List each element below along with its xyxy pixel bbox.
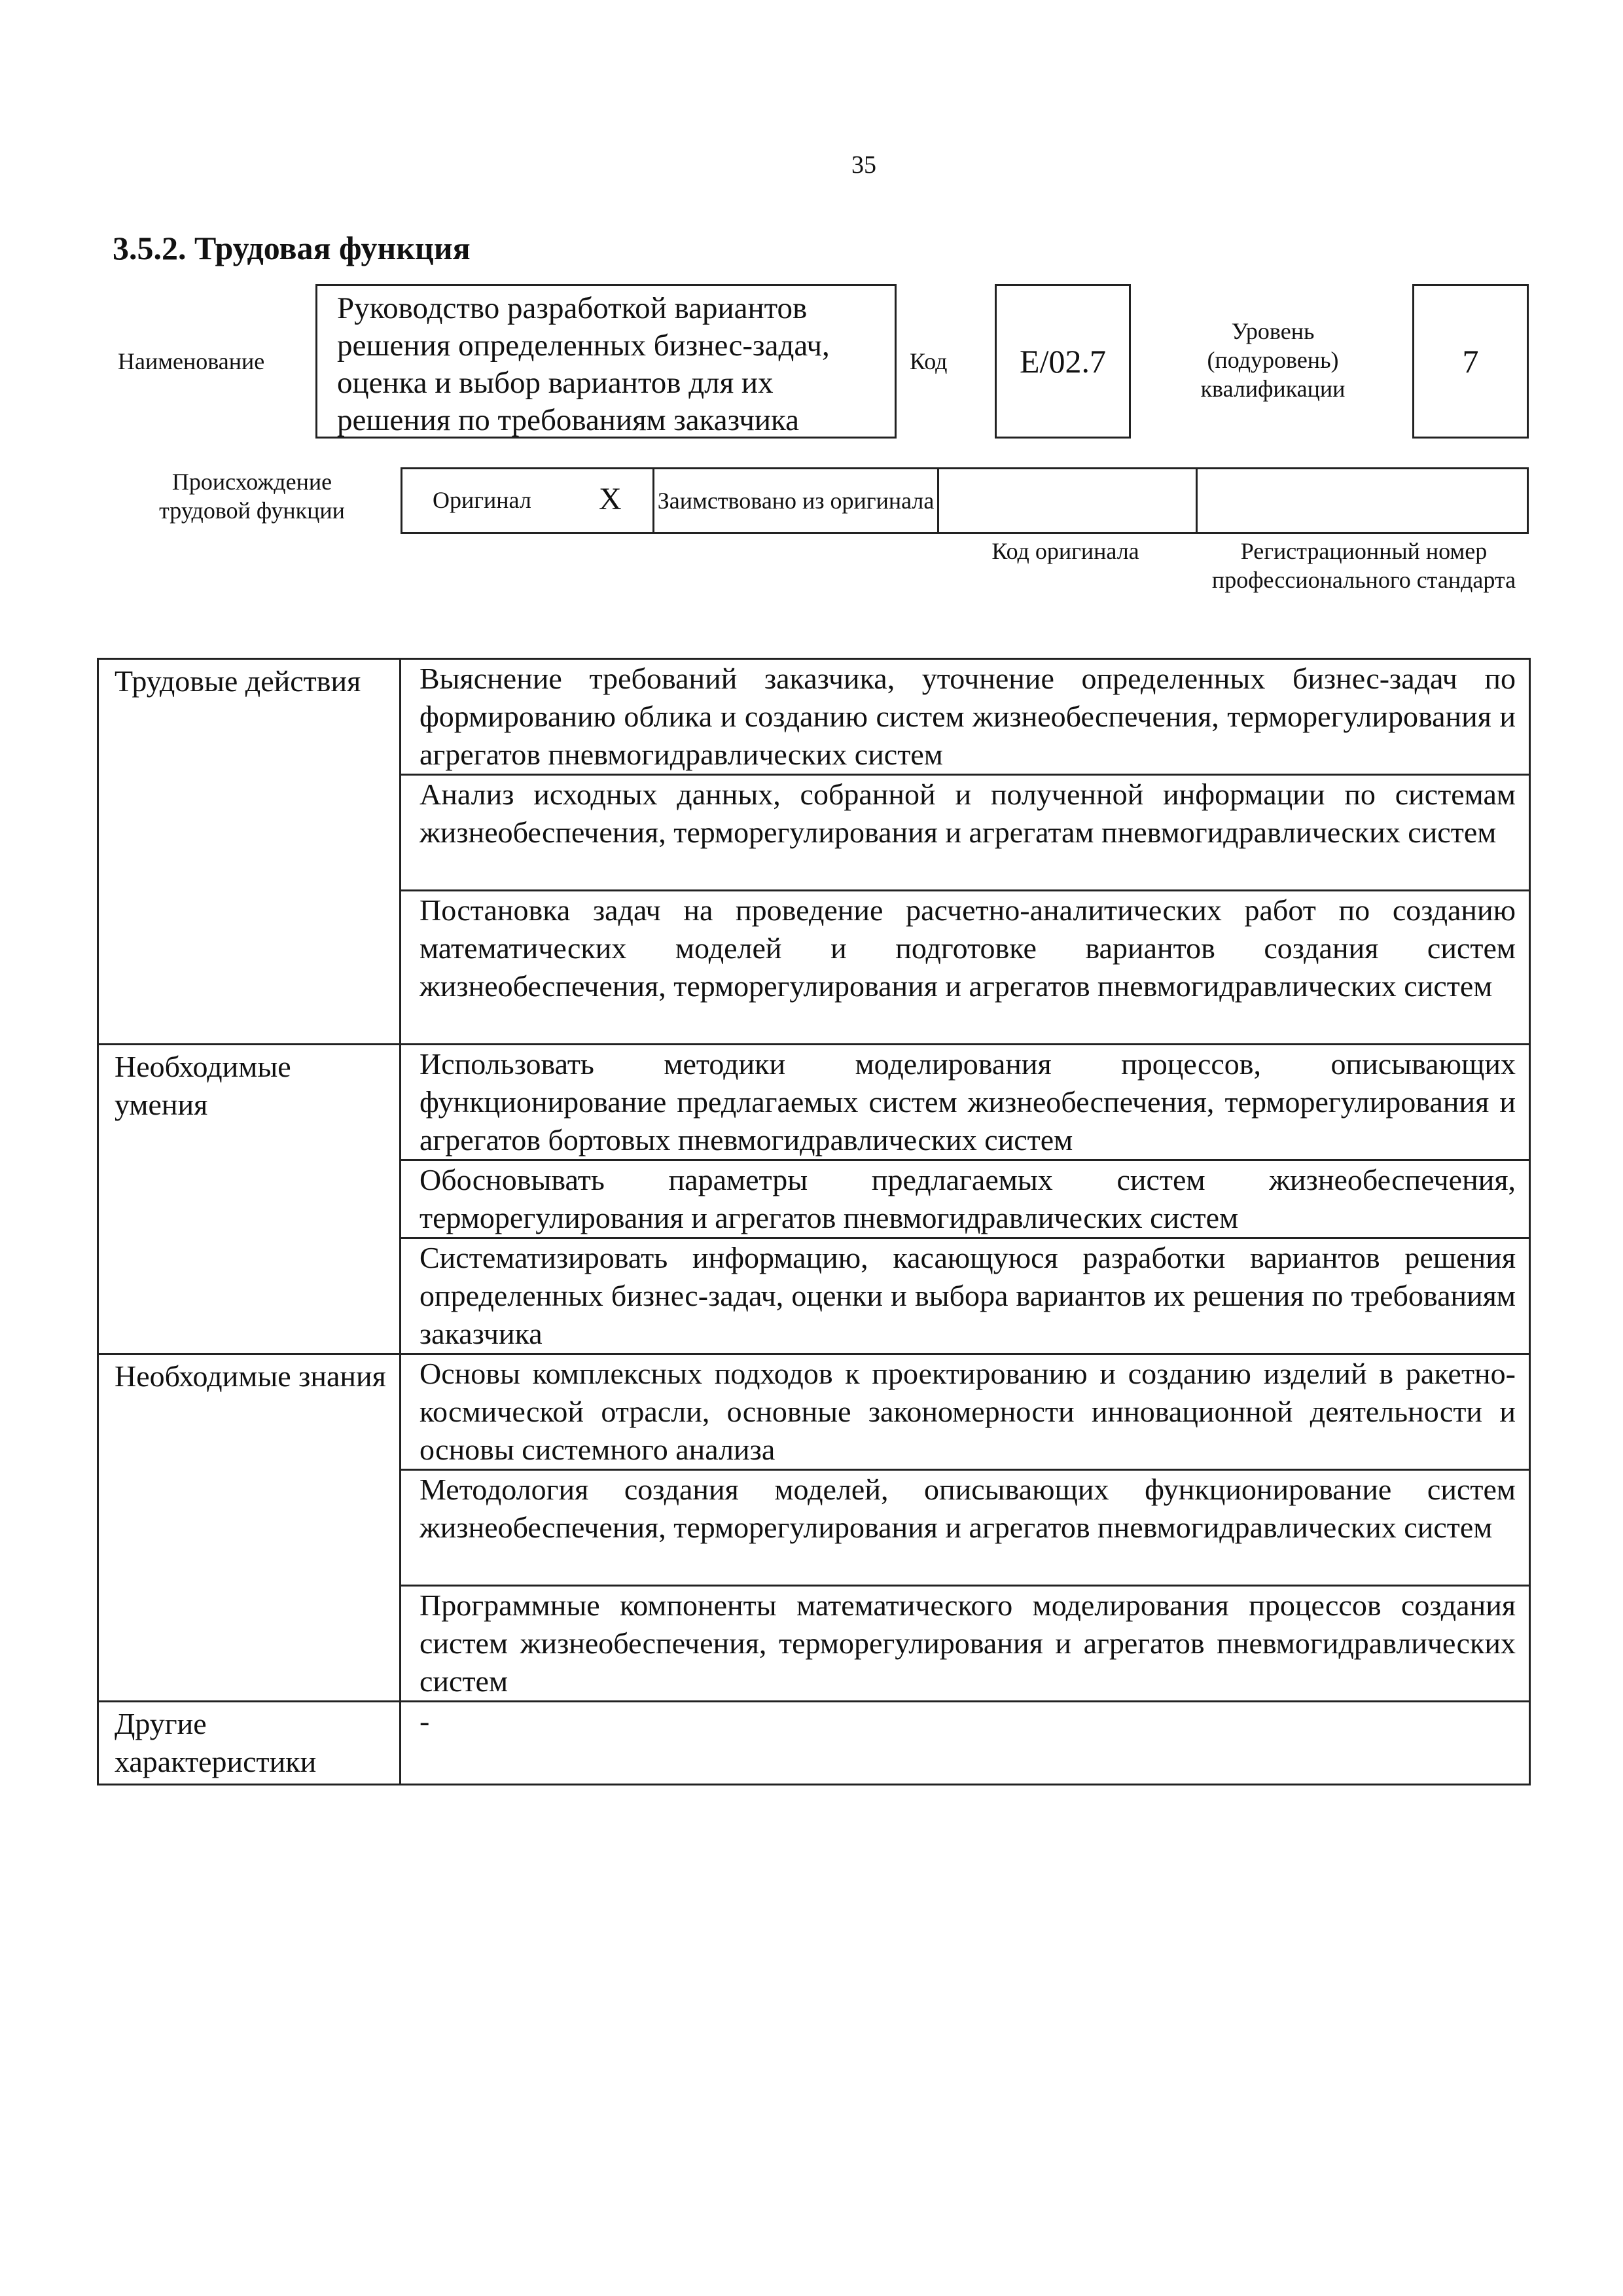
code-value: E/02.7 (995, 284, 1131, 439)
borrowed-cell: Заимствовано из оригинала (654, 469, 938, 533)
item-cell: Методология создания моделей, описывающих функционирование систем жизнеобеспечения, терморегулирования и агрегатов пневмогидравлических систем (401, 1470, 1530, 1586)
original-code-cell (938, 469, 1196, 533)
category-cell: Другие характеристики (98, 1702, 401, 1785)
code-label: Код (910, 348, 948, 374)
level-label-line-1: Уровень (1231, 318, 1315, 344)
labor-function-table (97, 658, 1531, 1785)
item-cell: Основы комплексных подходов к проектированию и созданию изделий в ракетно-космической отрасли, основные закономерности инновационной деятельности и основы системного анализа (401, 1354, 1530, 1470)
level-value: 7 (1412, 284, 1529, 439)
table-row (98, 1354, 1530, 1470)
function-name-value: Руководство разработкой вариантов решения определенных бизнес-задач, оценка и выбор вариантов для их решения по требованиям заказчика (315, 284, 897, 439)
origin-label-line-2: трудовой функции (159, 497, 345, 524)
category-cell: Необходимые умения (98, 1045, 401, 1354)
table-row (98, 659, 1530, 775)
origin-table (401, 467, 1529, 534)
page-number: 35 (851, 151, 876, 179)
item-cell: Анализ исходных данных, собранной и полученной информации по системам жизнеобеспечения, терморегулирования и агрегатам пневмогидравлических систем (401, 775, 1530, 891)
table-row (98, 1702, 1530, 1785)
origin-label-line-1: Происхождение (171, 469, 332, 495)
category-cell: Трудовые действия (98, 659, 401, 1045)
section-title: 3.5.2. Трудовая функция (113, 230, 471, 266)
origin-label (124, 467, 380, 525)
original-cell (402, 469, 654, 533)
original-mark: X (599, 482, 622, 516)
item-cell: Выяснение требований заказчика, уточнение определенных бизнес-задач по формированию облика и созданию систем жизнеобеспечения, терморегулирования и агрегатов пневмогидравлических систем (401, 659, 1530, 775)
table-row (98, 1045, 1530, 1160)
name-label: Наименование (118, 348, 265, 374)
original-label: Оригинал (433, 487, 531, 513)
category-cell: Необходимые знания (98, 1354, 401, 1702)
reg-number-cell (1197, 469, 1528, 533)
original-code-caption: Код оригинала (991, 538, 1139, 564)
item-cell: Использовать методики моделирования процессов, описывающих функционирование предлагаемых систем жизнеобеспечения, терморегулирования и агрегатов бортовых пневмогидравлических систем (401, 1045, 1530, 1160)
level-label (1165, 317, 1381, 403)
item-cell: Систематизировать информацию, касающуюся разработки вариантов решения определенных бизнес-задач, оценки и выбора вариантов их решения по требованиям заказчика (401, 1238, 1530, 1354)
level-label-line-3: квалификации (1200, 376, 1346, 402)
item-cell: Программные компоненты математического моделирования процессов создания систем жизнеобеспечения, терморегулирования и агрегатов пневмогидравлических систем (401, 1586, 1530, 1702)
item-cell: Постановка задач на проведение расчетно-аналитических работ по созданию математических моделей и подготовке вариантов создания систем жизнеобеспечения, терморегулирования и агрегатов пневмогидравлических систем (401, 891, 1530, 1045)
reg-number-caption: Регистрационный номер профессионального стандарта (1211, 538, 1516, 593)
item-cell: - (401, 1702, 1530, 1785)
item-cell: Обосновывать параметры предлагаемых систем жизнеобеспечения, терморегулирования и агрегатов пневмогидравлических систем (401, 1160, 1530, 1238)
level-label-line-2: (подуровень) (1207, 347, 1339, 373)
